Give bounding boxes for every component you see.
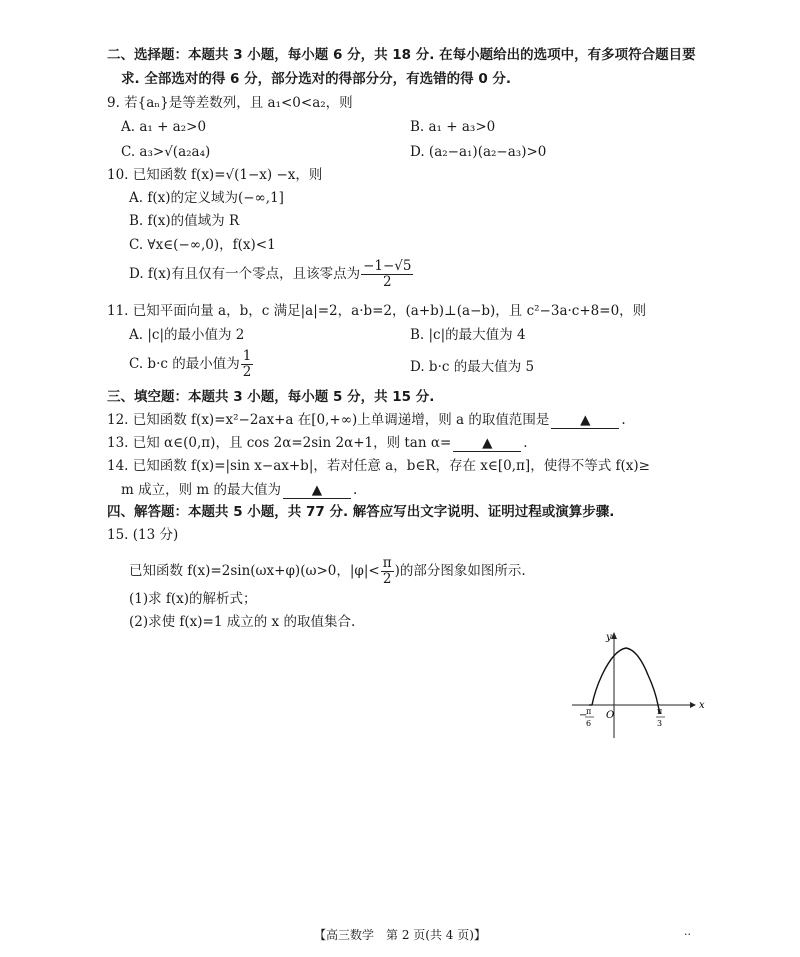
q15-stem-pre: 已知函数 f(x)=2sin(ωx+φ)(ω>0，|φ|<	[129, 563, 380, 579]
q11-option-a: A. |c|的最小值为 2	[129, 327, 245, 343]
q10-d-numerator: −1−√5	[363, 258, 412, 274]
q13	[107, 434, 528, 452]
section2-heading-line1: 二、选择题：本题共 3 小题，每小题 6 分，共 18 分. 在每小题给出的选项中，有多项符合题目要	[107, 47, 696, 63]
q13-end: .	[523, 435, 528, 451]
sine-curve	[592, 648, 663, 716]
q11-option-c-text: C. b·c 的最小值为	[129, 356, 240, 372]
q9-stem: 9. 若{aₙ}是等差数列，且 a₁<0<a₂，则	[107, 95, 353, 111]
q13-answer-blank[interactable]: ▲	[453, 435, 521, 452]
q15-part2: (2)求使 f(x)=1 成立的 x 的取值集合.	[129, 614, 356, 630]
q10-option-b: B. f(x)的值域为 R	[129, 213, 240, 229]
q12-answer-blank[interactable]: ▲	[551, 412, 619, 429]
q10-stem: 10. 已知函数 f(x)=√(1−x) −x，则	[107, 167, 323, 183]
q12-text: 12. 已知函数 f(x)=x²−2ax+a 在[0,+∞)上单调递增，则 a 的取值范围是	[107, 412, 550, 428]
q15-stem-post: )的部分图象如图所示.	[394, 563, 526, 579]
q13-text: 13. 已知 α∈(0,π)，且 cos 2α=2sin 2α+1，则 tan α=	[107, 435, 452, 451]
q15-frac-numerator: π	[382, 555, 392, 571]
q10-option-d-text: D. f(x)有且仅有一个零点，且该零点为	[129, 266, 361, 282]
q9-option-d: D. (a₂−a₁)(a₂−a₃)>0	[410, 144, 547, 160]
footer-corner-mark: ··	[684, 928, 691, 941]
q11-option-c	[129, 349, 254, 380]
q9-option-c: C. a₃>√(a₂a₄)	[121, 144, 211, 160]
q11-c-numerator: 1	[242, 348, 252, 364]
left-root-denominator: 6	[586, 719, 592, 728]
q14-text: m 成立，则 m 的最大值为	[121, 482, 281, 498]
page-footer: 【高三数学 第 2 页(共 4 页)】	[314, 928, 486, 942]
q15-stem-fraction	[381, 556, 394, 587]
q15-frac-denominator: 2	[382, 571, 392, 587]
right-root-numerator: π	[657, 707, 663, 716]
q11-stem: 11. 已知平面向量 a，b，c 满足|a|=2，a·b=2，(a+b)⊥(a−b)，且 c²−3a·c+8=0，则	[107, 303, 647, 319]
origin-label: O	[606, 710, 615, 721]
q14-line2	[121, 481, 357, 499]
q10-option-a: A. f(x)的定义域为(−∞,1]	[129, 190, 284, 206]
section3-heading: 三、填空题：本题共 3 小题，每小题 5 分，共 15 分.	[107, 389, 435, 405]
y-axis-arrow	[611, 632, 617, 639]
q11-option-c-fraction	[241, 349, 254, 380]
q11-option-b: B. |c|的最大值为 4	[410, 327, 526, 343]
q11-c-denominator: 2	[242, 364, 252, 380]
left-root-numerator: π	[586, 707, 592, 716]
section2-heading-line2: 求. 全部选对的得 6 分，部分选对的得部分分，有选错的得 0 分.	[121, 71, 512, 87]
q9-option-b: B. a₁ + a₃>0	[410, 119, 496, 135]
right-root-denominator: 3	[657, 719, 663, 728]
q15-sine-graph	[560, 628, 710, 743]
q11-option-d: D. b·c 的最大值为 5	[410, 359, 535, 375]
q15-part1: (1)求 f(x)的解析式；	[129, 591, 257, 607]
section4-heading: 四、解答题：本题共 5 小题，共 77 分. 解答应写出文字说明、证明过程或演算步骤.	[107, 504, 615, 520]
q12-end: .	[621, 412, 626, 428]
left-root-sign: −	[579, 710, 588, 721]
x-axis-label: x	[699, 700, 705, 711]
q15-header: 15. (13 分)	[107, 527, 179, 543]
q9-option-a: A. a₁ + a₂>0	[121, 119, 207, 135]
y-axis-label: y	[606, 632, 612, 643]
q15-stem	[129, 556, 526, 587]
q14-answer-blank[interactable]: ▲	[283, 482, 351, 499]
q10-option-d	[129, 259, 414, 290]
q14-end: .	[352, 482, 358, 498]
q10-d-denominator: 2	[382, 274, 392, 290]
x-axis-arrow	[690, 702, 696, 708]
q10-option-d-fraction	[361, 259, 413, 290]
q14-line1: 14. 已知函数 f(x)=|sin x−ax+b|，若对任意 a，b∈R，存在 x∈[0,π]，使得不等式 f(x)≥	[107, 458, 650, 474]
q12	[107, 411, 626, 429]
q10-option-c: C. ∀x∈(−∞,0)，f(x)<1	[129, 237, 276, 253]
